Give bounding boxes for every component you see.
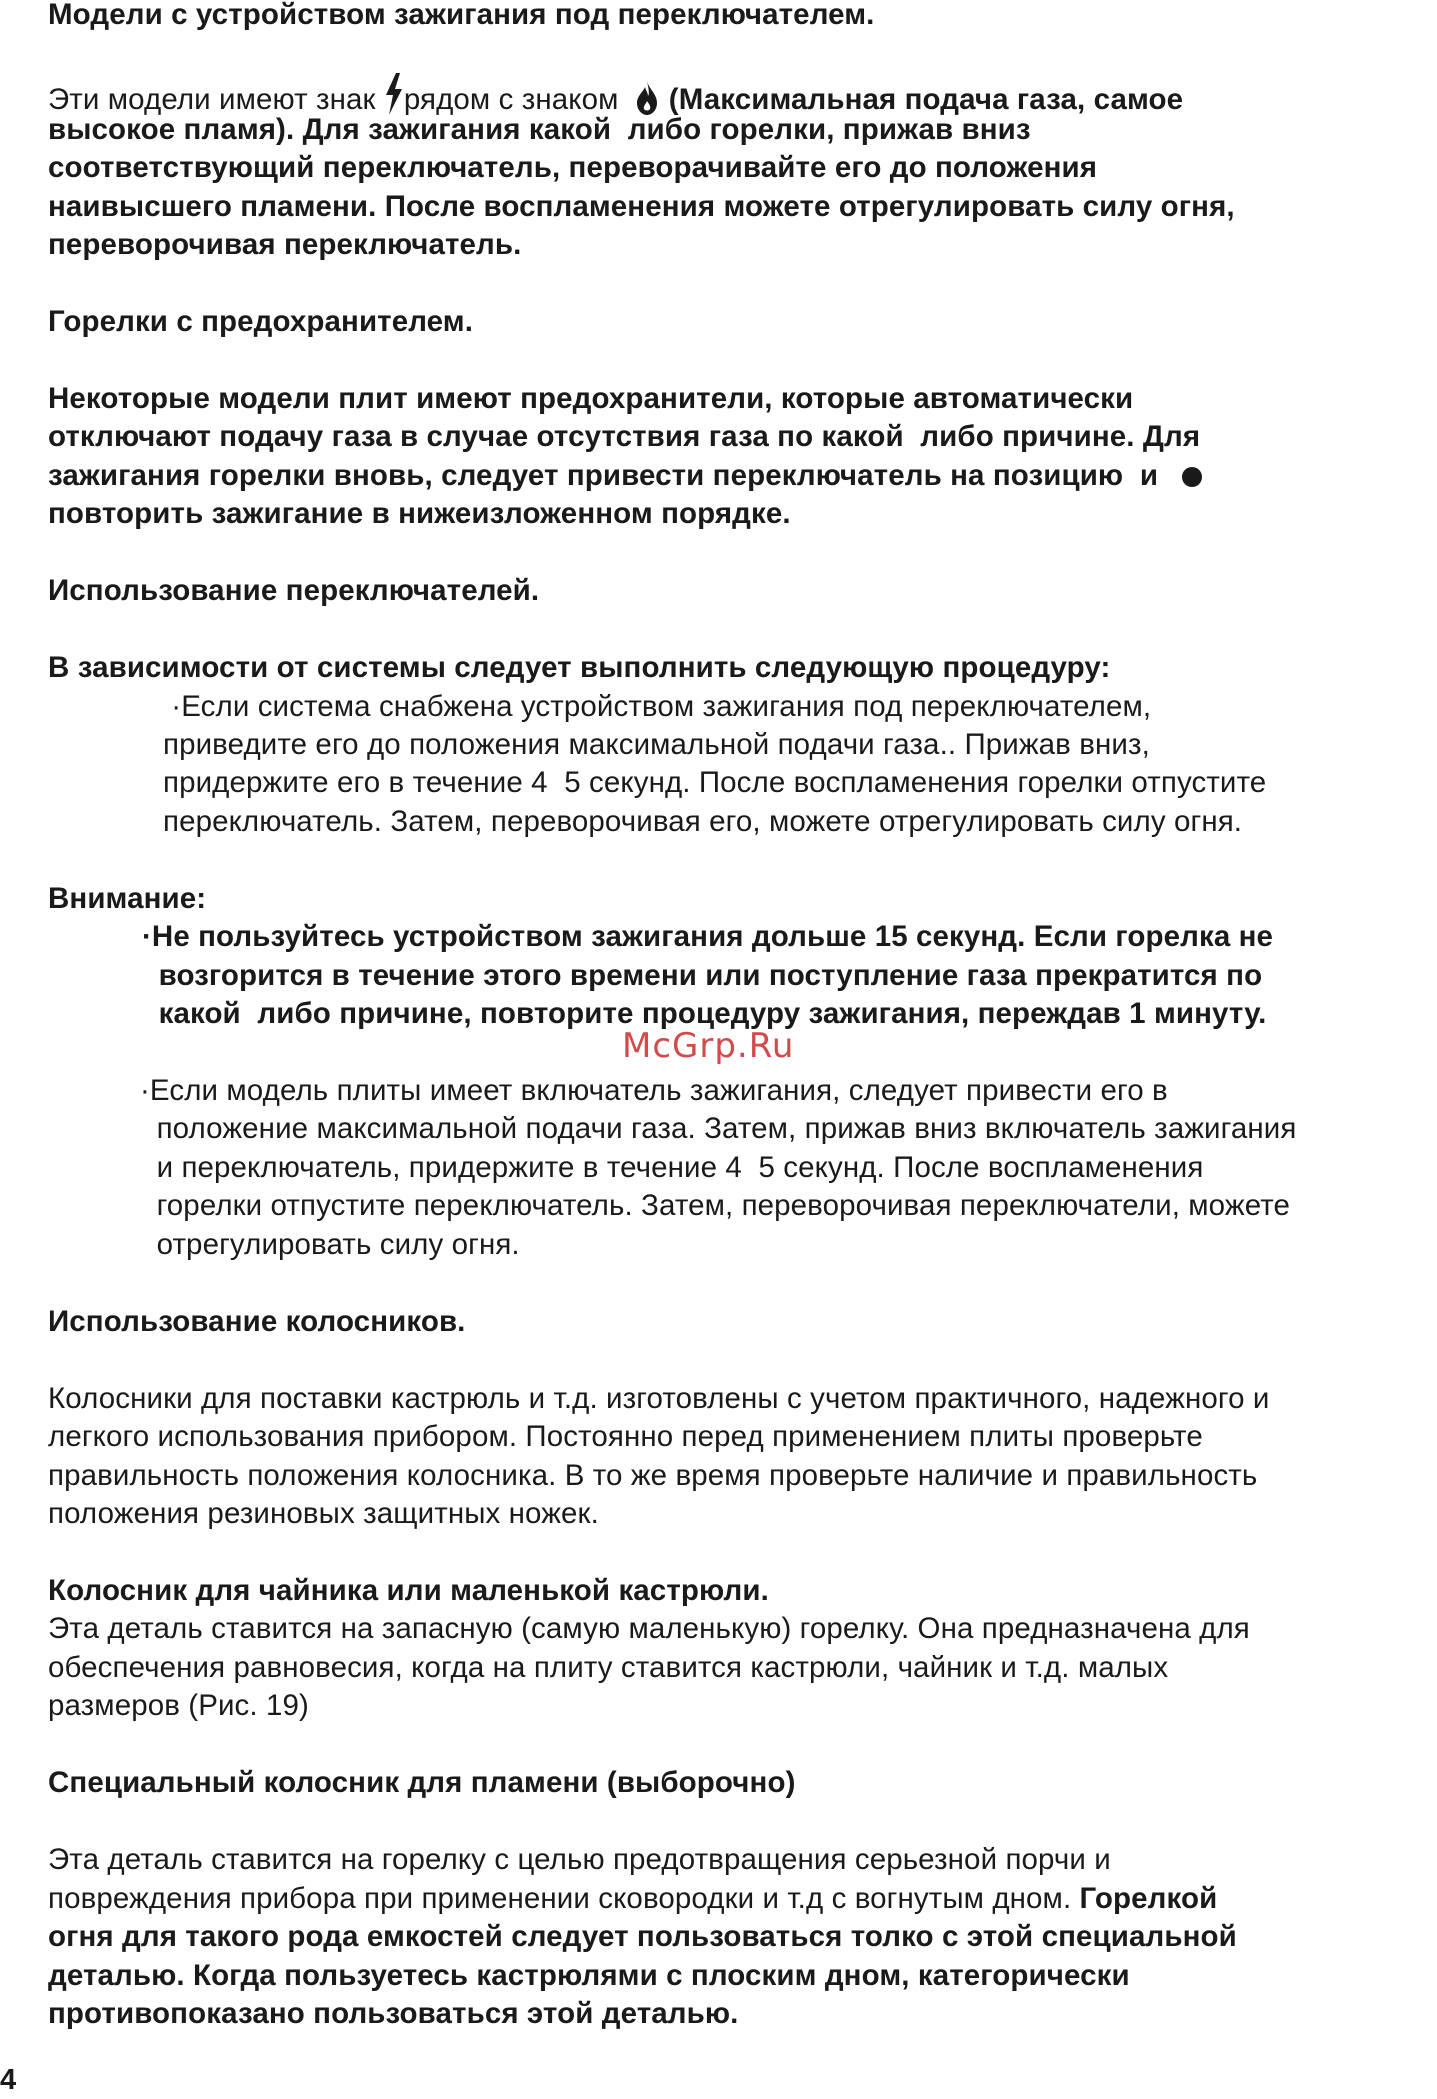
section-title-knobs-use: Использование переключателей. <box>48 574 540 607</box>
ignition-line-2: соответствующий переключатель, переворачивайте его до положения <box>48 151 1098 184</box>
special-line-5: противопоказано пользоваться этой деталью. <box>48 1997 739 2030</box>
safety-line-1: Некоторые модели плит имеют предохранители, которые автоматически <box>48 382 1134 415</box>
switch-line-5: отрегулировать силу огня. <box>140 1228 520 1261</box>
section-title-kettle-grate: Колосник для чайника или маленькой кастрюли. <box>48 1574 769 1607</box>
procedure-line-2: приведите его до положения максимальной подачи газа.. Прижав вниз, <box>163 728 1150 761</box>
kettle-line-2: обеспечения равновесия, когда на плиту ставится кастрюли, чайник и т.д. малых <box>48 1651 1169 1684</box>
off-position-dot-icon <box>1182 467 1202 487</box>
warning-line-1: ·Не пользуйтесь устройством зажигания дольше 15 секунд. Если горелка не <box>142 920 1274 953</box>
switch-line-4: горелки отпустите переключатель. Затем, переворочивая переключатели, можете <box>140 1189 1291 1222</box>
special-line-4: деталью. Когда пользуетесь кастрюлями с плоским дном, категорически <box>48 1959 1130 1992</box>
switch-line-2: положение максимальной подачи газа. Затем, прижав вниз включатель зажигания <box>140 1112 1297 1145</box>
grates-line-2: легкого использования прибором. Постоянно перед применением плиты проверьте <box>48 1420 1203 1453</box>
grates-line-1: Колосники для поставки кастрюль и т.д. изготовлены с учетом практичного, надежного и <box>48 1382 1270 1415</box>
ignition-line-4: переворочивая переключатель. <box>48 228 522 261</box>
kettle-line-1: Эта деталь ставится на запасную (самую маленькую) горелку. Она предназначена для <box>48 1612 1250 1645</box>
safety-line-3: зажигания горелки вновь, следует привести переключатель на позицию и <box>48 457 1202 496</box>
safety-line-2: отключают подачу газа в случае отсутствия газа по какой либо причине. Для <box>48 420 1201 453</box>
procedure-line-3: придержите его в течение 4 5 секунд. После воспламенения горелки отпустите <box>163 766 1267 799</box>
safety-line-4: повторить зажигание в нижеизложенном порядке. <box>48 497 791 530</box>
section-title-grates: Использование колосников. <box>48 1305 466 1338</box>
section-title-attention: Внимание: <box>48 882 207 915</box>
switch-line-1: ·Если модель плиты имеет включатель зажигания, следует привести его в <box>140 1074 1168 1107</box>
warning-line-2: возгорится в течение этого времени или поступление газа прекратится по <box>142 959 1263 992</box>
kettle-line-3: размеров (Рис. 19) <box>48 1689 309 1722</box>
special-line-1: Эта деталь ставится на горелку с целью предотвращения серьезной порчи и <box>48 1843 1111 1876</box>
procedure-line-4: переключатель. Затем, переворочивая его, можете отрегулировать силу огня. <box>163 805 1243 838</box>
paragraph-ignition-intro: Эти модели имеют знак рядом с знаком (Максимальная подача газа, самое <box>48 73 1183 126</box>
procedure-heading: В зависимости от системы следует выполнить следующую процедуру: <box>48 651 1111 684</box>
section-title-ignition-under-knob: Модели с устройством зажигания под переключателем. <box>48 0 875 31</box>
procedure-line-1: ·Если система снабжена устройством зажигания под переключателем, <box>163 690 1152 723</box>
section-title-safety-burners: Горелки с предохранителем. <box>48 305 474 338</box>
warning-line-3: какой либо причине, повторите процедуру зажигания, переждав 1 минуту. <box>142 997 1267 1030</box>
section-title-special-grate: Специальный колосник для пламени (выборочно) <box>48 1766 796 1799</box>
special-line-3: огня для такого рода емкостей следует пользоваться толко с этой специальной <box>48 1920 1237 1953</box>
watermark: McGrp.Ru <box>622 1026 795 1066</box>
grates-line-3: правильность положения колосника. В то же время проверьте наличие и правильность <box>48 1459 1258 1492</box>
switch-line-3: и переключатель, придержите в течение 4 5 секунд. После воспламенения <box>140 1151 1204 1184</box>
ignition-line-3: наивысшего пламени. После воспламенения можете отрегулировать силу огня, <box>48 190 1235 223</box>
grates-line-4: положения резиновых защитных ножек. <box>48 1497 599 1530</box>
special-line-2: повреждения прибора при применении сковородки и т.д с вогнутым дном. Горелкой <box>48 1882 1218 1915</box>
page-number: 4 <box>0 2064 17 2096</box>
ignition-line-1: высокое пламя). Для зажигания какой либо горелки, прижав вниз <box>48 113 1031 146</box>
